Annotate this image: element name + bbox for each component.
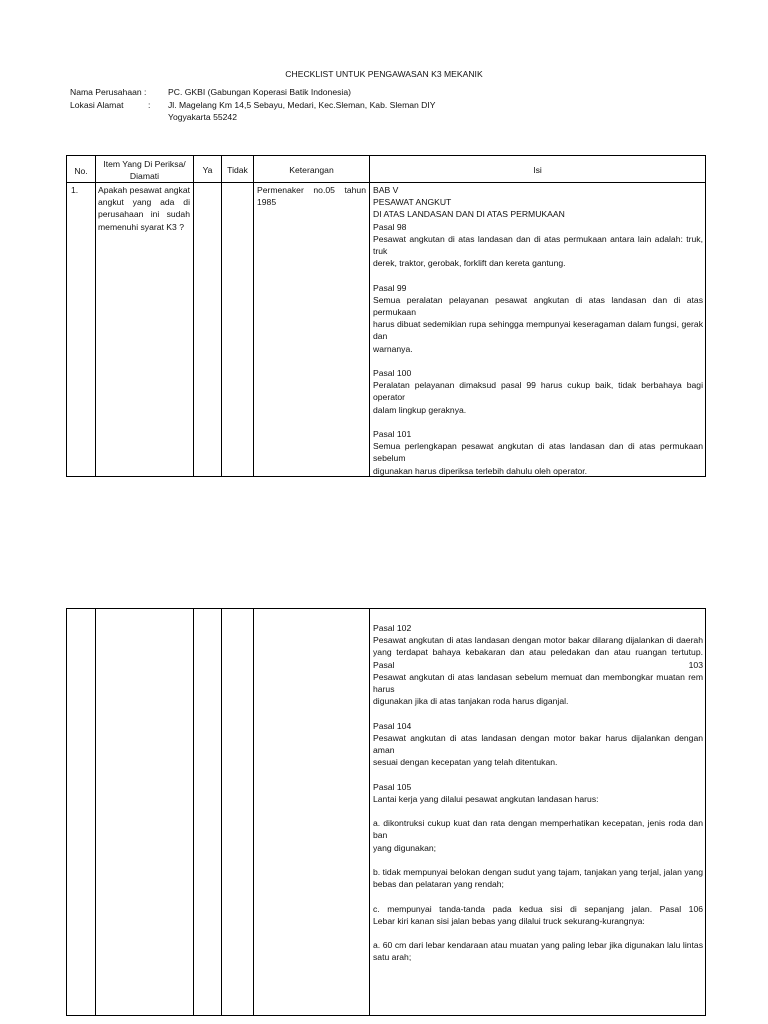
- row1-item: Apakah pesawat angkat angkut yang ada di perusahaan ini sudah memenuhi syarat K3 ?: [98, 185, 190, 232]
- address-separator: :: [148, 100, 151, 110]
- header-no: No.: [74, 166, 88, 176]
- row1-isi-line: harus dibuat sedemikian rupa sehingga mempunyai keseragaman dalam fungsi, gerak dan: [373, 319, 703, 342]
- header-tidak: Tidak: [227, 165, 248, 175]
- row1-keterangan: Permenaker no.05 tahun 1985: [257, 185, 366, 208]
- address-line-2: Yogyakarta 55242: [168, 112, 237, 122]
- checklist-table: [66, 155, 706, 477]
- header-isi: Isi: [533, 165, 542, 175]
- document-title: CHECKLIST UNTUK PENGAWASAN K3 MEKANIK: [285, 69, 483, 79]
- row2-isi-line: a. dikontruksi cukup kuat dan rata dengan memperhatikan kecepatan, jenis roda dan ban: [373, 818, 703, 841]
- row1-isi-paragraph: [373, 428, 703, 477]
- row1-isi-line: Semua perlengkapan pesawat angkutan di atas landasan dan di atas permukaan sebelum: [373, 441, 703, 464]
- row2-isi-line: a. 60 cm dari lebar kendaraan atau muatan yang paling lebar jika digunakan lalu lintas: [373, 940, 703, 951]
- row2-isi-line: Pasal 105: [373, 781, 412, 792]
- row2-isi-line: bebas dan pelataran yang rendah;: [373, 879, 504, 890]
- row2-isi-line: yang digunakan;: [373, 842, 437, 853]
- row2-isi-line: Lantai kerja yang dilalui pesawat angkutan landasan harus:: [373, 793, 599, 804]
- row2-isi-paragraph: [373, 866, 703, 890]
- company-label: Nama Perusahaan :: [70, 87, 147, 97]
- row1-isi: [373, 184, 703, 477]
- row1-isi-line: dalam lingkup geraknya.: [373, 404, 467, 415]
- row1-isi-line: Peralatan pelayanan dimaksud pasal 99 harus cukup baik, tidak berbahaya bagi operator: [373, 380, 703, 403]
- row1-isi-line: DI ATAS LANDASAN DAN DI ATAS PERMUKAAN: [373, 209, 565, 220]
- row1-isi-paragraph: [373, 282, 703, 355]
- row2-isi-line: satu arah;: [373, 952, 412, 963]
- row1-isi-line: Pasal 101: [373, 429, 412, 440]
- header-keterangan: Keterangan: [289, 165, 334, 175]
- row2-isi-paragraph: [373, 720, 703, 769]
- row1-isi-line: digunakan harus diperiksa terlebih dahulu oleh operator.: [373, 465, 588, 476]
- address-line-1: Jl. Magelang Km 14,5 Sebayu, Medari, Kec.Sleman, Kab. Sleman DIY: [168, 100, 436, 110]
- row2-isi-line: digunakan jika di atas tanjakan roda harus diganjal.: [373, 696, 569, 707]
- row2-isi-line: Pasal 104: [373, 720, 412, 731]
- address-label: Lokasi Alamat: [70, 100, 124, 110]
- row1-isi-line: warnanya.: [373, 343, 413, 354]
- header-item: Item Yang Di Periksa/ Diamati: [103, 159, 186, 182]
- row2-isi-line: c. mempunyai tanda-tanda pada kedua sisi di sepanjang jalan. Pasal 106: [373, 903, 703, 914]
- row1-isi-line: derek, traktor, gerobak, forklift dan kereta gantung.: [373, 258, 566, 269]
- row2-isi-line: Pesawat angkutan di atas landasan dengan motor bakar dilarang dijalankan di daerah: [373, 635, 703, 646]
- row1-isi-line: Pasal 99: [373, 282, 407, 293]
- row2-isi-paragraph: [373, 817, 703, 854]
- row2-isi-paragraph: [373, 781, 703, 805]
- row1-isi-paragraph: [373, 367, 703, 416]
- row2-isi-line: Pesawat angkutan di atas landasan sebelum memuat dan membongkar muatan rem harus: [373, 671, 703, 695]
- company-value: PC. GKBI (Gabungan Koperasi Batik Indonesia): [168, 87, 351, 97]
- row1-isi-line: Pesawat angkutan di atas landasan dan di atas permukaan antara lain adalah: truk, truk: [373, 233, 703, 257]
- checklist-table-continued: [66, 608, 706, 1016]
- row1-isi-line: Semua peralatan pelayanan pesawat angkutan di atas landasan dan di atas permukaan: [373, 294, 703, 318]
- header-ya: Ya: [202, 165, 213, 175]
- row1-no: 1.: [71, 185, 79, 195]
- row2-isi-line: Pasal 102: [373, 623, 412, 633]
- row2-isi-line: Pesawat angkutan di atas landasan dengan motor bakar harus dijalankan dengan aman: [373, 732, 703, 756]
- row1-isi-line: Pasal 98: [373, 221, 407, 232]
- row2-isi-line: b. tidak mempunyai belokan dengan sudut yang tajam, tanjakan yang terjal, jalan yang: [373, 867, 703, 877]
- row2-isi-paragraph: [373, 939, 703, 963]
- row2-isi-line: Lebar kiri kanan sisi jalan bebas yang dilalui truck sekurang-kurangnya:: [373, 915, 645, 926]
- row2-isi-paragraph: [373, 903, 703, 927]
- row2-isi-paragraph: [373, 622, 703, 707]
- row1-isi-line: BAB V: [373, 185, 399, 195]
- row2-isi-line: yang terdapat bahaya kebakaran dan atau peledakan dan atau ruangan tertutup. Pasal 103: [373, 647, 703, 670]
- row2-isi-line: sesuai dengan kecepatan yang telah ditentukan.: [373, 757, 558, 768]
- row1-isi-paragraph: [373, 184, 703, 269]
- row1-isi-line: Pasal 100: [373, 368, 412, 379]
- row1-isi-line: PESAWAT ANGKUT: [373, 197, 452, 208]
- row2-isi: [373, 622, 703, 964]
